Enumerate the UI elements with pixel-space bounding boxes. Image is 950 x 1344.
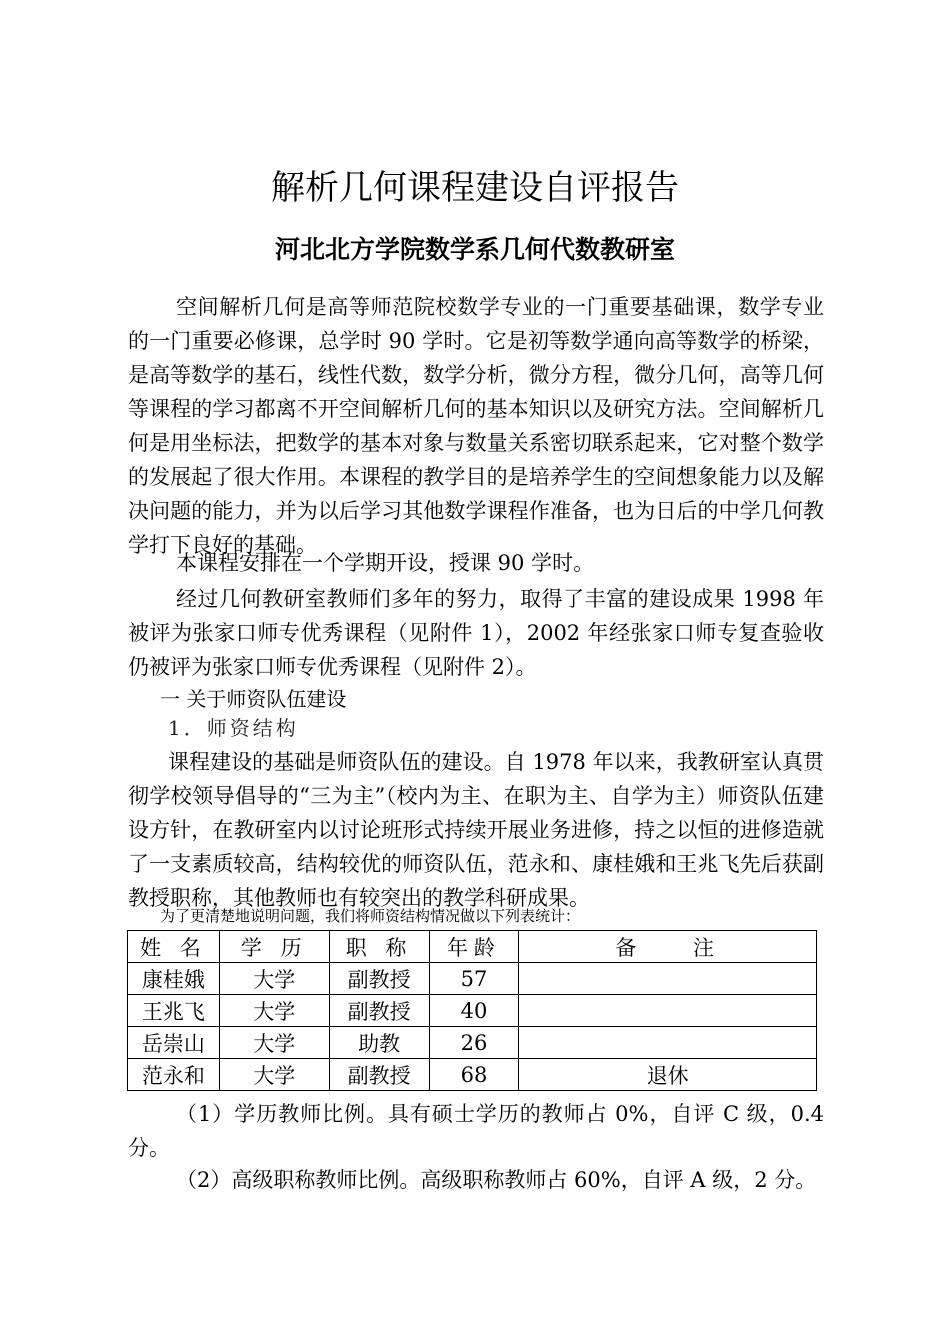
schedule-paragraph: 本课程安排在一个学期开设，授课 90 学时。 bbox=[176, 551, 595, 575]
achievements-paragraph: 经过几何教研室教师们多年的努力，取得了丰富的建设成果 1998 年被评为张家口师专优秀课程（见附件 1），2002 年经张家口师专复查验收仍被评为张家口师专优秀课程（见附件 2）。 bbox=[128, 587, 824, 679]
cell-age: 40 bbox=[429, 995, 519, 1027]
table-header-row bbox=[128, 931, 817, 963]
table-row bbox=[128, 1059, 817, 1091]
degree-ratio-paragraph: （1）学历教师比例。具有硕士学历的教师占 0%，自评 C 级，0.4 分。 bbox=[128, 1102, 824, 1160]
page-title: 解析几何课程建设自评报告 bbox=[271, 168, 679, 208]
cell-age: 57 bbox=[429, 963, 519, 995]
table-caption: 为了更清楚地说明问题，我们将师资结构情况做以下列表统计： bbox=[160, 907, 581, 925]
title-ratio-paragraph: （2）高级职称教师比例。高级职称教师占 60%，自评 A 级，2 分。 bbox=[176, 1168, 817, 1192]
section-heading-faculty: 一 关于师资队伍建设 bbox=[160, 687, 347, 711]
page-subtitle: 河北北方学院数学系几何代数教研室 bbox=[274, 235, 675, 264]
cell-education: 大学 bbox=[219, 995, 329, 1027]
cell-name: 王兆飞 bbox=[128, 995, 220, 1027]
table-row bbox=[128, 1027, 817, 1059]
subsection-heading-structure: 1．师资结构 bbox=[168, 716, 299, 740]
cell-name: 岳崇山 bbox=[128, 1027, 220, 1059]
header-age: 年龄 bbox=[429, 931, 519, 963]
cell-age: 26 bbox=[429, 1027, 519, 1059]
cell-title: 助教 bbox=[329, 1027, 429, 1059]
cell-age: 68 bbox=[429, 1059, 519, 1091]
header-name: 姓 名 bbox=[128, 931, 220, 963]
intro-paragraph: 空间解析几何是高等师范院校数学专业的一门重要基础课，数学专业的一门重要必修课，总学时 90 学时。它是初等数学通向高等数学的桥梁，是高等数学的基石，线性代数，数学分析，微分方程，微分几何，高等几何等课程的学习都离不开空间解析几何的基本知识以及研究方法。空间解析几何是用坐标法，把数学的基本对象与数量关系密切联系起来，它对整个数学的发展起了很大作用。本课程的教学目的是培养学生的空间想象能力以及解决问题的能力，并为以后学习其他数学课程作准备，也为日后的中学几何教学打下良好的基础。 bbox=[128, 295, 824, 557]
cell-title: 副教授 bbox=[329, 995, 429, 1027]
faculty-paragraph: 课程建设的基础是师资队伍的建设。自 1978 年以来，我教研室认真贯彻学校领导倡导的“三为主”（校内为主、在职为主、自学为主）师资队伍建设方针，在教研室内以讨论班形式持续开展业务进修，持之以恒的进修造就了一支素质较高，结构较优的师资队伍，范永和、康桂娥和王兆飞先后获副教授职称，其他教师也有较突出的教学科研成果。 bbox=[128, 750, 824, 910]
cell-name: 康桂娥 bbox=[128, 963, 220, 995]
header-remarks: 备 注 bbox=[519, 931, 817, 963]
cell-remarks bbox=[519, 963, 817, 995]
cell-education: 大学 bbox=[219, 1059, 329, 1091]
cell-remarks: 退休 bbox=[519, 1059, 817, 1091]
cell-remarks bbox=[519, 995, 817, 1027]
faculty-table bbox=[127, 930, 817, 1091]
cell-education: 大学 bbox=[219, 963, 329, 995]
header-education: 学 历 bbox=[219, 931, 329, 963]
cell-title: 副教授 bbox=[329, 963, 429, 995]
cell-title: 副教授 bbox=[329, 1059, 429, 1091]
table-row bbox=[128, 963, 817, 995]
cell-education: 大学 bbox=[219, 1027, 329, 1059]
table-row bbox=[128, 995, 817, 1027]
cell-name: 范永和 bbox=[128, 1059, 220, 1091]
cell-remarks bbox=[519, 1027, 817, 1059]
header-title: 职 称 bbox=[329, 931, 429, 963]
